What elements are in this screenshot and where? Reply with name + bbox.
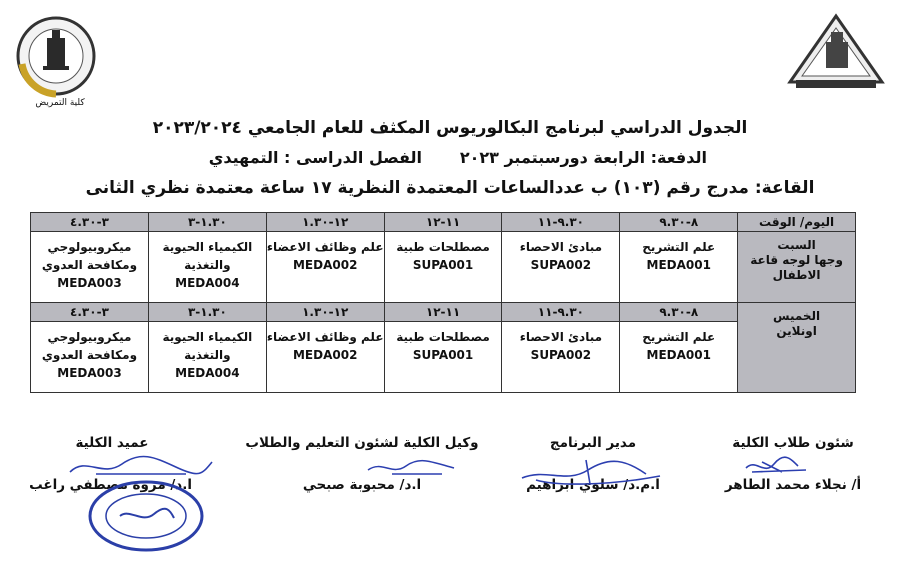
course-code: MEDA003 <box>57 366 122 381</box>
signature-name: أ/ نجلاء محمد الطاهر <box>724 477 862 493</box>
hall-label: القاعة: مدرج رقم (١٠٣) ب عددالساعات المعتمدة النظرية ١٧ ساعة معتمدة نظري الثانى <box>85 178 815 198</box>
course-code: MEDA001 <box>646 258 711 273</box>
course-name: علم وظائف الاعضاء <box>266 330 384 345</box>
course-name: علم التشريح <box>642 240 716 255</box>
signature-title: شئون طلاب الكلية <box>732 435 854 451</box>
course-name: مبادئ الاحصاء <box>519 240 603 255</box>
page-title: الجدول الدراسي لبرنامج البكالوريوس المكثف للعام الجامعي ٢٠٢٣/٢٠٢٤ <box>152 118 748 138</box>
signature-title: عميد الكلية <box>75 435 149 451</box>
course-name: الكيمياء الحيوية والتغذية <box>162 330 253 363</box>
table-row <box>31 213 856 232</box>
course-code: MEDA001 <box>646 348 711 363</box>
time-slot: ١١-١٢ <box>384 213 502 232</box>
signature-scribble-icon <box>742 452 812 478</box>
course-code: MEDA002 <box>292 348 358 363</box>
official-stamp <box>86 478 206 554</box>
logo-caption: كلية التمريض <box>35 98 85 108</box>
schedule-table <box>30 212 856 393</box>
signature-scribble-icon <box>362 454 462 480</box>
signature-name: ا.د/ مروة مصطفي راغب <box>29 477 192 493</box>
time-slot: ٣-٤.٣٠ <box>31 303 149 322</box>
course-cell <box>384 322 502 393</box>
course-code: MEDA003 <box>57 276 122 291</box>
corner-label: اليوم/ الوقت <box>738 213 856 232</box>
signature-name: ا.م.د/ سلوي ابراهيم <box>526 477 660 493</box>
day-cell: السبت وجها لوجه قاعة الاطفال <box>738 232 856 303</box>
time-slot: ١١-١٢ <box>384 303 502 322</box>
signature-name: ا.د/ محبوبة صبحي <box>302 477 422 493</box>
table-row <box>31 232 856 303</box>
course-code: SUPA001 <box>412 258 474 273</box>
time-slot: ٩.٣٠-١١ <box>502 303 620 322</box>
course-cell <box>620 232 738 303</box>
day-cell: الخميس اونلاين <box>738 303 856 393</box>
course-name: مصطلحات طبية <box>396 330 490 345</box>
course-name: علم وظائف الاعضاء <box>266 240 384 255</box>
course-name: مصطلحات طبية <box>396 240 490 255</box>
batch-label: الدفعة: الرابعة دورسبتمبر ٢٠٢٣ <box>459 148 707 167</box>
course-code: SUPA001 <box>412 348 474 363</box>
semester-label: الفصل الدراسى : التمهيدي <box>208 148 422 167</box>
course-name: ميكروبيولوجي ومكافحة العدوي <box>41 330 138 363</box>
course-cell <box>266 232 384 303</box>
table-row <box>31 322 856 393</box>
time-slot: ١.٣٠-٣ <box>148 303 266 322</box>
time-slot: ٨-٩.٣٠ <box>620 303 738 322</box>
course-cell <box>502 322 620 393</box>
course-cell <box>502 232 620 303</box>
course-cell <box>148 322 266 393</box>
signature-scribble-icon <box>66 452 216 480</box>
course-name: علم التشريح <box>642 330 716 345</box>
time-slot: ٩.٣٠-١١ <box>502 213 620 232</box>
time-slot: ١٢-١.٣٠ <box>266 213 384 232</box>
course-cell <box>384 232 502 303</box>
signature-title: وكيل الكلية لشئون التعليم والطلاب <box>245 435 479 451</box>
course-name: الكيمياء الحيوية والتغذية <box>162 240 253 273</box>
course-cell <box>31 232 149 303</box>
course-cell <box>266 322 384 393</box>
signature-title: مدير البرنامج <box>549 435 637 451</box>
course-name: ميكروبيولوجي ومكافحة العدوي <box>41 240 138 273</box>
time-slot: ٨-٩.٣٠ <box>620 213 738 232</box>
signature-scribble-icon <box>516 450 666 490</box>
nursing-faculty-logo <box>14 16 98 108</box>
course-cell <box>148 232 266 303</box>
time-slot: ١.٣٠-٣ <box>148 213 266 232</box>
course-code: MEDA004 <box>175 366 240 381</box>
time-slot: ٣-٤.٣٠ <box>31 213 149 232</box>
course-code: MEDA004 <box>175 276 240 291</box>
course-cell <box>620 322 738 393</box>
table-row <box>31 303 856 322</box>
course-code: SUPA002 <box>530 348 592 363</box>
benha-university-logo <box>786 8 886 92</box>
time-slot: ١٢-١.٣٠ <box>266 303 384 322</box>
course-cell <box>31 322 149 393</box>
course-code: SUPA002 <box>530 258 592 273</box>
course-name: مبادئ الاحصاء <box>519 330 603 345</box>
course-code: MEDA002 <box>292 258 358 273</box>
